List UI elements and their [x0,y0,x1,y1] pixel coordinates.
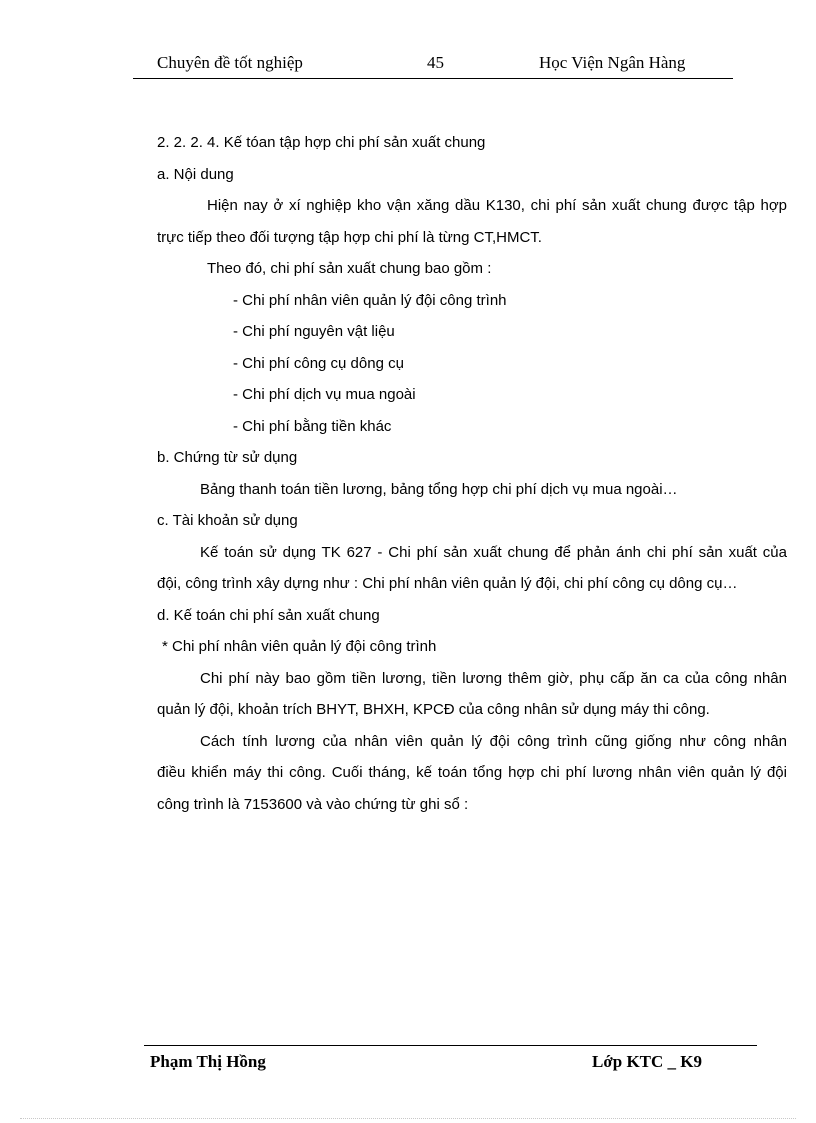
paragraph-a2: Theo đó, chi phí sản xuất chung bao gồm : [207,260,492,277]
paragraph-c1-line1: Kế toán sử dụng TK 627 - Chi phí sản xuất chung để phản ánh chi phí sản xuất của [200,543,787,561]
list-item: - Chi phí nhân viên quản lý đội công trình [233,291,507,309]
paragraph-a1-line2: trực tiếp theo đối tượng tập hợp chi phí là từng CT,HMCT. [157,228,542,246]
list-item: - Chi phí nguyên vật liệu [233,323,395,340]
page-footer [144,1045,757,1071]
section-title: 2. 2. 2. 4. Kế tóan tập hợp chi phí sản xuất chung [157,134,486,151]
paragraph-b1: Bảng thanh toán tiền lương, bảng tổng hợp chi phí dịch vụ mua ngoài… [200,480,678,498]
paragraph-d2-line2: điều khiển máy thi công. Cuối tháng, kế toán tổng hợp chi phí lương nhân viên quản lý đội [157,764,787,781]
header-page-number: 45 [427,53,444,72]
list-item: - Chi phí dịch vụ mua ngoài [233,386,416,403]
paragraph-d1-line2: quản lý đội, khoản trích BHYT, BHXH, KPCĐ của công nhân sử dụng máy thi công. [157,701,710,718]
paragraph-a1-line1: Hiện nay ở xí nghiệp kho vận xăng dầu K130, chi phí sản xuất chung được tập hợp [207,197,787,214]
list-item: - Chi phí công cụ dông cụ [233,354,404,372]
page-header [133,50,733,79]
heading-c: c. Tài khoản sử dụng [157,512,298,529]
page-bottom-divider [20,1118,796,1119]
heading-b: b. Chứng từ sử dụng [157,449,298,466]
paragraph-d2-line1: Cách tính lương của nhân viên quản lý đội công trình cũng giống như công nhân [200,732,787,750]
document-body [157,127,787,820]
heading-a: a. Nội dung [157,165,234,183]
header-document-type: Chuyên đề tốt nghiệp [157,53,303,72]
footer-author: Phạm Thị Hồng [150,1052,266,1071]
paragraph-d1-line1: Chi phí này bao gồm tiền lương, tiền lương thêm giờ, phụ cấp ăn ca của công nhân [200,669,787,687]
paragraph-c1-line2: đội, công trình xây dựng như : Chi phí nhân viên quản lý đội, chi phí công cụ dông cụ… [157,575,738,592]
header-institution: Học Viện Ngân Hàng [539,53,686,72]
heading-d: d. Kế toán chi phí sản xuất chung [157,606,380,624]
subheading-d: * Chi phí nhân viên quản lý đội công trình [162,638,437,655]
paragraph-d2-line3: công trình là 7153600 và vào chứng từ ghi sổ : [157,795,469,813]
footer-class: Lớp KTC _ K9 [592,1052,703,1071]
list-item: - Chi phí bằng tiền khác [233,417,392,435]
